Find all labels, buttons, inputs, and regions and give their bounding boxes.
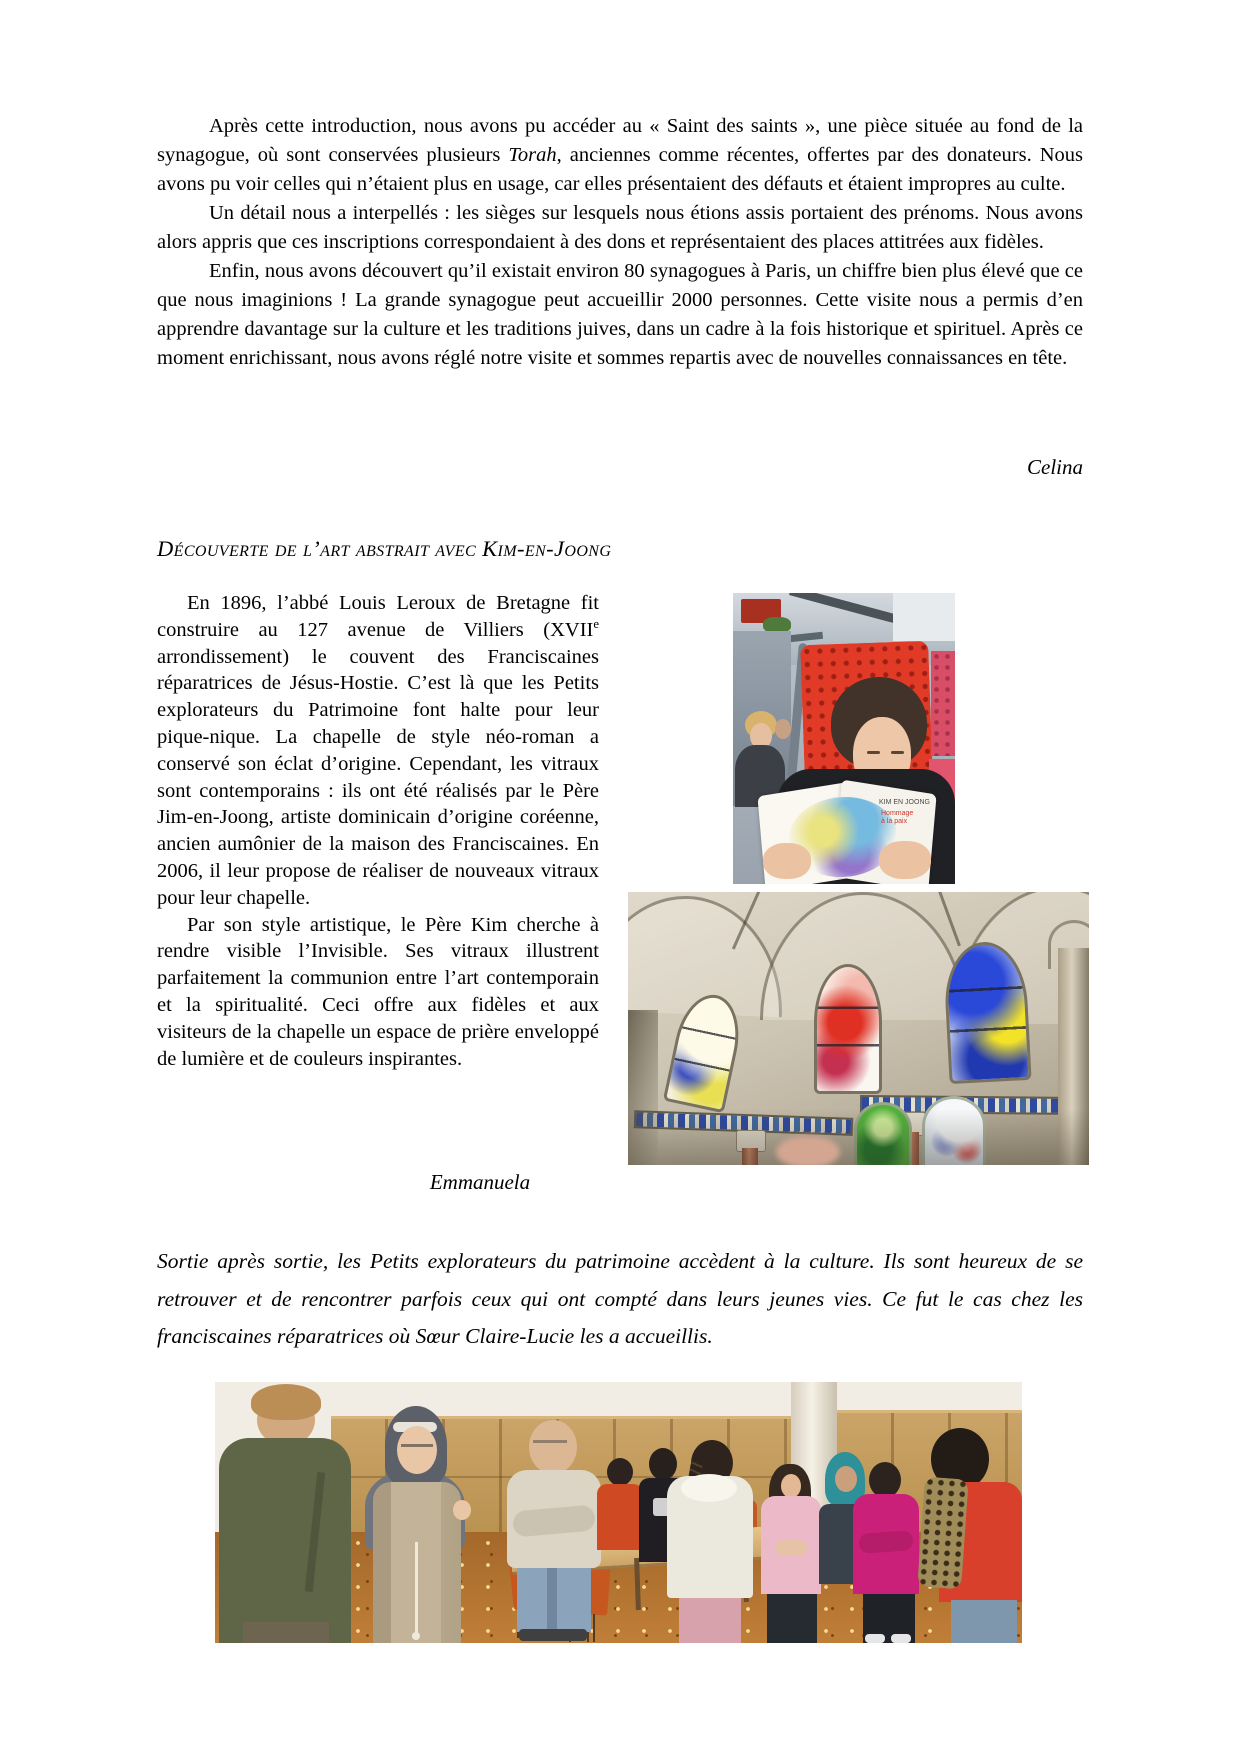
girl-magenta-crossed-arms [858,1530,913,1554]
book-title-line: à la paix [881,818,908,825]
girl-right-hand [879,841,931,879]
girl-eye [867,751,880,754]
hoodie-hood [681,1474,737,1502]
boy-black-head [649,1448,677,1480]
section-heading: Découverte de l’art abstrait avec Kim-en-Joong [157,536,612,561]
paragraph-kim-1 [157,590,599,912]
girl-pink-hands [775,1540,807,1556]
boy-olive-hoodie [219,1438,351,1643]
paragraph-text: arrondissement) le couvent des Franciscaines réparatrices de Jésus-Hostie. C’est là que les Petits explorateurs du Patrimoine font halte pour leur pique-nique. La chapelle de style néo-roman a conservé son éclat d’origine. Cependant, les vitraux sont contemporains : ils ont été réalisés par le Père Jim-en-Joong, artiste dominicain d’origine coréenne, ancien aumônier de la maison des Franciscaines. En 2006, il leur propose de réaliser de nouveaux vitraux pour leur chapelle. [157,645,599,909]
boy-olive-pants [243,1622,329,1643]
boy-olive-hair [251,1384,321,1420]
white-shoe [865,1634,885,1643]
paragraph-text: En 1896, l’abbé Louis Leroux de Bretagne fit construire au 127 avenue de Villiers (XVII [157,592,599,641]
girl-eye [891,751,904,754]
boy-red-shirt [597,1484,643,1550]
boy-red-head [607,1458,633,1486]
girl-pink-pants [679,1598,741,1643]
nun-glasses [401,1444,433,1447]
man-jeans [517,1568,591,1632]
book-title-text [881,810,937,826]
kim-article-column [157,590,599,1072]
ordinal-superscript: e [593,616,599,631]
girl-left-hand [763,843,811,879]
nun-face [397,1426,437,1474]
girl-teal-face [835,1466,857,1492]
photo-girl-reading-train [733,593,955,884]
man-head [529,1420,577,1474]
book-author-text: KIM EN JOONG [879,799,930,806]
person-jeans [951,1600,1017,1643]
girl-magenta-head [869,1462,901,1498]
paragraph-kim-2: Par son style artistique, le Père Kim cherche à rendre visible l’Invisible. Ses vitraux illustrent parfaitement la communion entre l’art contemporain et la spiritualité. Ceci offre aux fidèles et aux visiteurs de la chapelle un espace de prière enveloppé de lumière et de couleurs inspirantes. [157,913,599,1070]
girl-pink-legs [767,1594,817,1643]
man-shoes [519,1629,587,1641]
closing-paragraph: Sortie après sortie, les Petits explorateurs du patrimoine accèdent à la culture. Ils sont heureux de se retrouver et de rencontrer parfois ceux qui ont compté dans leurs jeunes vies. Ce fut le cas chez les franciscaines réparatrices où Sœur Claire-Lucie les a accueillis. [157,1249,1083,1348]
torah-italic: Torah [508,144,557,166]
right-arch-detail [1048,920,1089,969]
paragraph-text: Après cette introduction, nous avons pu accéder au « Saint des saints », une pièce située au fond de la synagogue, où sont conservées plusieurs [157,115,1083,166]
intro-section [157,112,1083,373]
leopard-scarf [917,1477,969,1590]
nun-cord [415,1542,418,1634]
paragraph-synagogue-3: Enfin, nous avons découvert qu’il existait environ 80 synagogues à Paris, un chiffre bien plus élevé que ce que nous imaginions ! La grande synagogue peut accueillir 2000 personnes. Cette visite nous a permis d’en apprendre davantage sur la culture et les traditions juives, dans un cadre à la fois historique et spirituel. Après ce moment enrichissant, nous avons réglé notre visite et sommes repartis avec de nouvelles connaissances en tête. [157,260,1083,369]
white-shoe [891,1634,911,1643]
pink-seat [931,651,955,756]
paragraph-synagogue-2: Un détail nous a interpellés : les sièges sur lesquels nous étions assis portaient des prénoms. Nous avons alors appris que ces inscriptions correspondaient à des dons et représentaient des places attitrées aux fidèles. [157,202,1083,253]
passenger-head [775,719,791,739]
paragraph-synagogue-1 [157,112,1083,199]
finger-blur [776,1136,840,1165]
man-glasses [533,1440,567,1443]
girl-pink-face [781,1474,801,1498]
bottom-shadow [628,1109,1089,1165]
signature-celina: Celina [1027,455,1083,479]
bright-window-area [893,593,955,641]
stained-glass-window-red [814,964,882,1094]
paragraph-text: , anciennes comme récentes, offertes par des donateurs. Nous avons pu voir celles qui n’étaient plus en usage, car elles présentaient des défauts et étaient impropres au culte. [157,144,1083,195]
photo-group-meeting-room [215,1382,1022,1643]
book-title-line: Hommage [881,810,914,817]
signature-emmanuela: Emmanuela [429,1170,531,1194]
photo-chapel-stained-glass [628,892,1089,1165]
nun-hand [453,1500,471,1520]
nun-cord-knot [412,1632,420,1640]
